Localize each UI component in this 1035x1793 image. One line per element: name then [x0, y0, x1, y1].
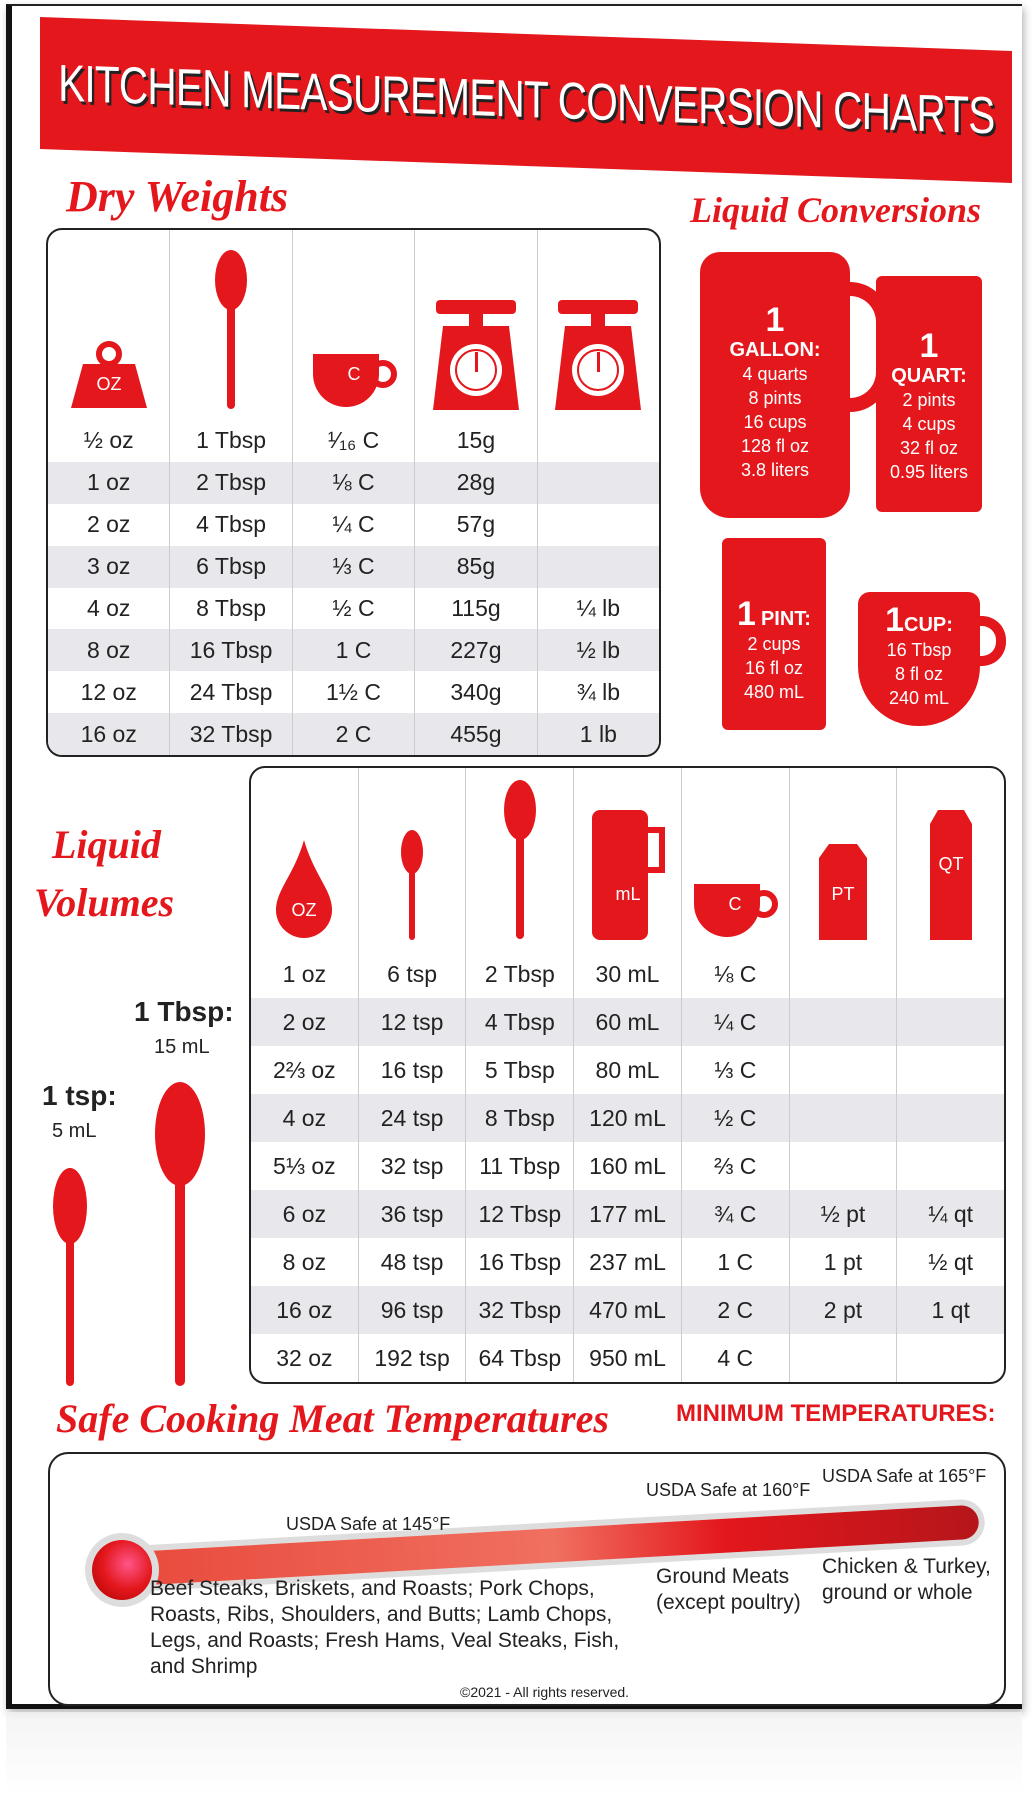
- table-row: [48, 629, 659, 671]
- table-cell: 24 tsp: [359, 1094, 467, 1142]
- table-row: [48, 504, 659, 546]
- table-row: [251, 1286, 1004, 1334]
- table-cell: ⅓ C: [293, 546, 415, 588]
- table-cell: 5 Tbsp: [466, 1046, 574, 1094]
- tablespoon-icon: [152, 1082, 208, 1388]
- table-cell: [897, 1094, 1004, 1142]
- table-cell: ¼ lb: [576, 594, 621, 621]
- cup-card: [858, 592, 980, 726]
- pint-lines: [722, 632, 826, 704]
- liquid-conversions-heading: Liquid Conversions: [690, 190, 982, 230]
- tablespoon-icon: [170, 230, 292, 420]
- quart-amount: 1: [919, 327, 939, 365]
- table-row: [251, 1334, 1004, 1382]
- table-cell: [538, 462, 659, 504]
- table-cell: 12 oz: [48, 671, 170, 713]
- thermometer-bulb-icon: [92, 1540, 152, 1600]
- table-cell: 48 tsp: [359, 1238, 467, 1286]
- table-row: [251, 1142, 1004, 1190]
- teaspoon-icon: [50, 1168, 90, 1388]
- table-cell: ¹⁄₁₆ C: [293, 420, 415, 462]
- pint-line: 480 mL: [743, 682, 805, 702]
- table-cell: ⅔ C: [682, 1142, 790, 1190]
- table-cell: 1½ C: [293, 671, 415, 713]
- table-cell: [538, 546, 659, 588]
- table-cell: 4 Tbsp: [170, 504, 292, 546]
- drop-icon: [251, 768, 359, 950]
- table-cell: 455g: [415, 713, 537, 755]
- table-cell: 4 oz: [48, 588, 170, 630]
- table-cell: 1 C: [293, 629, 415, 671]
- tsp-label: 1 tsp:: [42, 1080, 117, 1111]
- cup-unit: CUP:: [904, 614, 953, 636]
- table-cell: 120 mL: [574, 1094, 682, 1142]
- liquid-volumes-icon-row: [251, 768, 1004, 950]
- quart-carton-icon: [897, 768, 1004, 950]
- table-cell: 16 Tbsp: [466, 1238, 574, 1286]
- table-cell: 32 Tbsp: [466, 1286, 574, 1334]
- table-cell: 1 lb: [579, 720, 617, 747]
- table-cell: 470 mL: [574, 1286, 682, 1334]
- table-cell: ¾ C: [682, 1190, 790, 1238]
- zone-label-160: USDA Safe at 160°F: [646, 1480, 811, 1500]
- table-row: [48, 546, 659, 588]
- table-cell: 32 tsp: [359, 1142, 467, 1190]
- table-cell: 2 C: [293, 713, 415, 755]
- table-cell: 5⅓ oz: [251, 1142, 359, 1190]
- table-cell: [790, 1334, 898, 1382]
- pint-line: 16 fl oz: [744, 658, 804, 678]
- table-cell: 1 Tbsp: [170, 420, 292, 462]
- svg-text:C: C: [347, 364, 361, 384]
- table-cell: 32 oz: [251, 1334, 359, 1382]
- table-cell: 24 Tbsp: [170, 671, 292, 713]
- svg-text:QT: QT: [938, 854, 964, 874]
- measuring-jug-icon: [574, 768, 682, 950]
- table-cell: 4 C: [682, 1334, 790, 1382]
- table-cell: ¼ qt: [928, 1200, 974, 1227]
- quart-card: [876, 276, 982, 512]
- tbsp-value: 15 mL: [154, 1036, 210, 1058]
- table-row: [48, 713, 659, 755]
- table-cell: 8 oz: [48, 629, 170, 671]
- cup-line: 240 mL: [888, 688, 950, 708]
- table-cell: [790, 1046, 898, 1094]
- svg-text:OZ: OZ: [291, 900, 317, 920]
- table-row: [48, 420, 659, 462]
- pint-card: [722, 538, 826, 730]
- table-cell: 6 oz: [251, 1190, 359, 1238]
- zone-desc-160: Ground Meats (except poultry): [656, 1565, 801, 1614]
- table-cell: [897, 950, 1004, 998]
- table-cell: ⅛ C: [682, 950, 790, 998]
- gallon-line: 4 quarts: [742, 364, 808, 384]
- svg-text:OZ: OZ: [96, 374, 122, 394]
- table-cell: ⅛ C: [293, 462, 415, 504]
- zone-label-165: USDA Safe at 165°F: [822, 1466, 987, 1486]
- minimum-temps-heading: MINIMUM TEMPERATURES:: [676, 1400, 996, 1427]
- table-cell: 85g: [415, 546, 537, 588]
- table-cell: 30 mL: [574, 950, 682, 998]
- dry-weights-table: [46, 228, 661, 757]
- table-cell: ½ C: [682, 1094, 790, 1142]
- table-cell: [897, 1142, 1004, 1190]
- table-cell: 115g: [415, 588, 537, 630]
- table-cell: 96 tsp: [359, 1286, 467, 1334]
- pint-line: 2 cups: [747, 634, 801, 654]
- quart-line: 32 fl oz: [899, 438, 959, 458]
- gallon-unit: GALLON:: [729, 339, 821, 361]
- table-cell: 2 C: [682, 1286, 790, 1334]
- table-cell: 1 oz: [48, 462, 170, 504]
- dry-weights-rows: [48, 420, 659, 755]
- cup-icon: [293, 230, 415, 420]
- reflection: [6, 1712, 1022, 1793]
- cup-amount: 1: [885, 601, 905, 639]
- table-cell: 16 oz: [251, 1286, 359, 1334]
- table-cell: ¾ lb: [576, 678, 621, 705]
- pint-unit: PINT:: [760, 608, 811, 630]
- table-cell: 2 oz: [48, 504, 170, 546]
- table-cell: 237 mL: [574, 1238, 682, 1286]
- pint-amount: 1: [737, 595, 756, 633]
- quart-line: 4 cups: [902, 414, 956, 434]
- table-cell: 8 Tbsp: [466, 1094, 574, 1142]
- table-cell: ¼ C: [293, 504, 415, 546]
- table-cell: 1 oz: [251, 950, 359, 998]
- quart-unit: QUART:: [891, 365, 967, 387]
- table-cell: 36 tsp: [359, 1190, 467, 1238]
- table-cell: ½ qt: [928, 1248, 974, 1275]
- table-cell: 950 mL: [574, 1334, 682, 1382]
- table-cell: 2 Tbsp: [170, 462, 292, 504]
- table-cell: [538, 504, 659, 546]
- gallon-line: 16 cups: [743, 412, 807, 432]
- table-cell: 15g: [415, 420, 537, 462]
- gallon-line: 3.8 liters: [740, 460, 810, 480]
- table-cell: 2⅔ oz: [251, 1046, 359, 1094]
- table-row: [251, 1046, 1004, 1094]
- zone-desc-165: Chicken & Turkey, ground or whole: [822, 1555, 991, 1604]
- table-cell: 2 Tbsp: [466, 950, 574, 998]
- gallon-line: 8 pints: [748, 388, 802, 408]
- zone-desc-145: Beef Steaks, Briskets, and Roasts; Pork Chops, Roasts, Ribs, Shoulders, and Butts; Lamb Chops, Legs, and Roasts; Fresh Hams, Veal Steaks, Fish, and Shrimp: [150, 1577, 620, 1678]
- table-cell: 12 tsp: [359, 998, 467, 1046]
- table-row: [48, 588, 659, 630]
- cup-line: 8 fl oz: [894, 664, 944, 684]
- weight-icon: [48, 230, 170, 420]
- svg-text:mL: mL: [615, 884, 641, 904]
- table-row: [251, 950, 1004, 998]
- cup-lines: [858, 638, 980, 710]
- table-cell: 160 mL: [574, 1142, 682, 1190]
- cup-line: 16 Tbsp: [886, 640, 952, 660]
- table-cell: ¼ C: [682, 998, 790, 1046]
- quart-lines: [876, 388, 982, 484]
- table-cell: 8 Tbsp: [170, 588, 292, 630]
- table-cell: 11 Tbsp: [466, 1142, 574, 1190]
- table-cell: [897, 1334, 1004, 1382]
- tablespoon-icon: [466, 768, 574, 950]
- table-cell: 12 Tbsp: [466, 1190, 574, 1238]
- table-cell: 4 Tbsp: [466, 998, 574, 1046]
- gallon-line: 128 fl oz: [740, 436, 810, 456]
- table-cell: 4 oz: [251, 1094, 359, 1142]
- table-cell: 16 oz: [48, 713, 170, 755]
- table-cell: [790, 1094, 898, 1142]
- gallon-lines: [700, 362, 850, 482]
- table-cell: 2 pt: [790, 1286, 898, 1334]
- zone-label-145: USDA Safe at 145°F: [286, 1514, 451, 1534]
- table-cell: ½ lb: [576, 636, 621, 663]
- table-cell: 227g: [415, 629, 537, 671]
- table-cell: 28g: [415, 462, 537, 504]
- gallon-card: [700, 252, 850, 518]
- liquid-volumes-heading-2: Volumes: [34, 880, 175, 925]
- svg-text:C: C: [728, 894, 742, 914]
- table-cell: 64 Tbsp: [466, 1334, 574, 1382]
- table-cell: [897, 1046, 1004, 1094]
- cup-icon: [682, 768, 790, 950]
- gallon-amount: 1: [765, 301, 785, 339]
- table-cell: ½ C: [293, 588, 415, 630]
- table-cell: 6 tsp: [359, 950, 467, 998]
- page-title: KITCHEN MEASUREMENT CONVERSION CHARTS: [57, 54, 995, 146]
- table-cell: 57g: [415, 504, 537, 546]
- table-cell: 1 pt: [790, 1238, 898, 1286]
- table-cell: 80 mL: [574, 1046, 682, 1094]
- table-cell: 2 oz: [251, 998, 359, 1046]
- table-cell: 1 qt: [931, 1296, 970, 1323]
- table-cell: 340g: [415, 671, 537, 713]
- table-cell: ⅓ C: [682, 1046, 790, 1094]
- table-cell: ½ oz: [48, 420, 170, 462]
- table-cell: 1 C: [682, 1238, 790, 1286]
- table-cell: 177 mL: [574, 1190, 682, 1238]
- table-cell: 60 mL: [574, 998, 682, 1046]
- tsp-value: 5 mL: [52, 1120, 97, 1142]
- table-row: [251, 1238, 1004, 1286]
- table-cell: [538, 420, 659, 462]
- table-cell: 6 Tbsp: [170, 546, 292, 588]
- table-cell: [790, 1142, 898, 1190]
- table-cell: 3 oz: [48, 546, 170, 588]
- liquid-volumes-heading-1: Liquid: [52, 822, 161, 867]
- table-row: [251, 1094, 1004, 1142]
- meat-temps-heading: Safe Cooking Meat Temperatures: [56, 1396, 609, 1441]
- table-cell: 16 tsp: [359, 1046, 467, 1094]
- table-row: [48, 462, 659, 504]
- kitchen-scale-small-icon: [538, 230, 659, 420]
- dry-weights-icon-row: [48, 230, 659, 420]
- table-cell: 8 oz: [251, 1238, 359, 1286]
- table-row: [251, 998, 1004, 1046]
- quart-line: 0.95 liters: [889, 462, 969, 482]
- teaspoon-icon: [359, 768, 467, 950]
- table-cell: ½ pt: [790, 1190, 898, 1238]
- liquid-volumes-rows: [251, 950, 1004, 1382]
- table-row: [48, 671, 659, 713]
- tbsp-label: 1 Tbsp:: [134, 996, 234, 1027]
- kitchen-scale-icon: [415, 230, 537, 420]
- table-cell: 32 Tbsp: [170, 713, 292, 755]
- table-cell: 16 Tbsp: [170, 629, 292, 671]
- table-cell: 192 tsp: [359, 1334, 467, 1382]
- liquid-volumes-table: [249, 766, 1006, 1384]
- table-cell: [790, 950, 898, 998]
- svg-text:PT: PT: [831, 884, 855, 904]
- copyright: ©2021 - All rights reserved.: [460, 1684, 630, 1700]
- thermometer-panel: [48, 1452, 1006, 1706]
- pint-carton-icon: [790, 768, 898, 950]
- quart-line: 2 pints: [902, 390, 956, 410]
- table-cell: [897, 998, 1004, 1046]
- dry-weights-heading: Dry Weights: [66, 172, 289, 221]
- table-row: [251, 1190, 1004, 1238]
- table-cell: [790, 998, 898, 1046]
